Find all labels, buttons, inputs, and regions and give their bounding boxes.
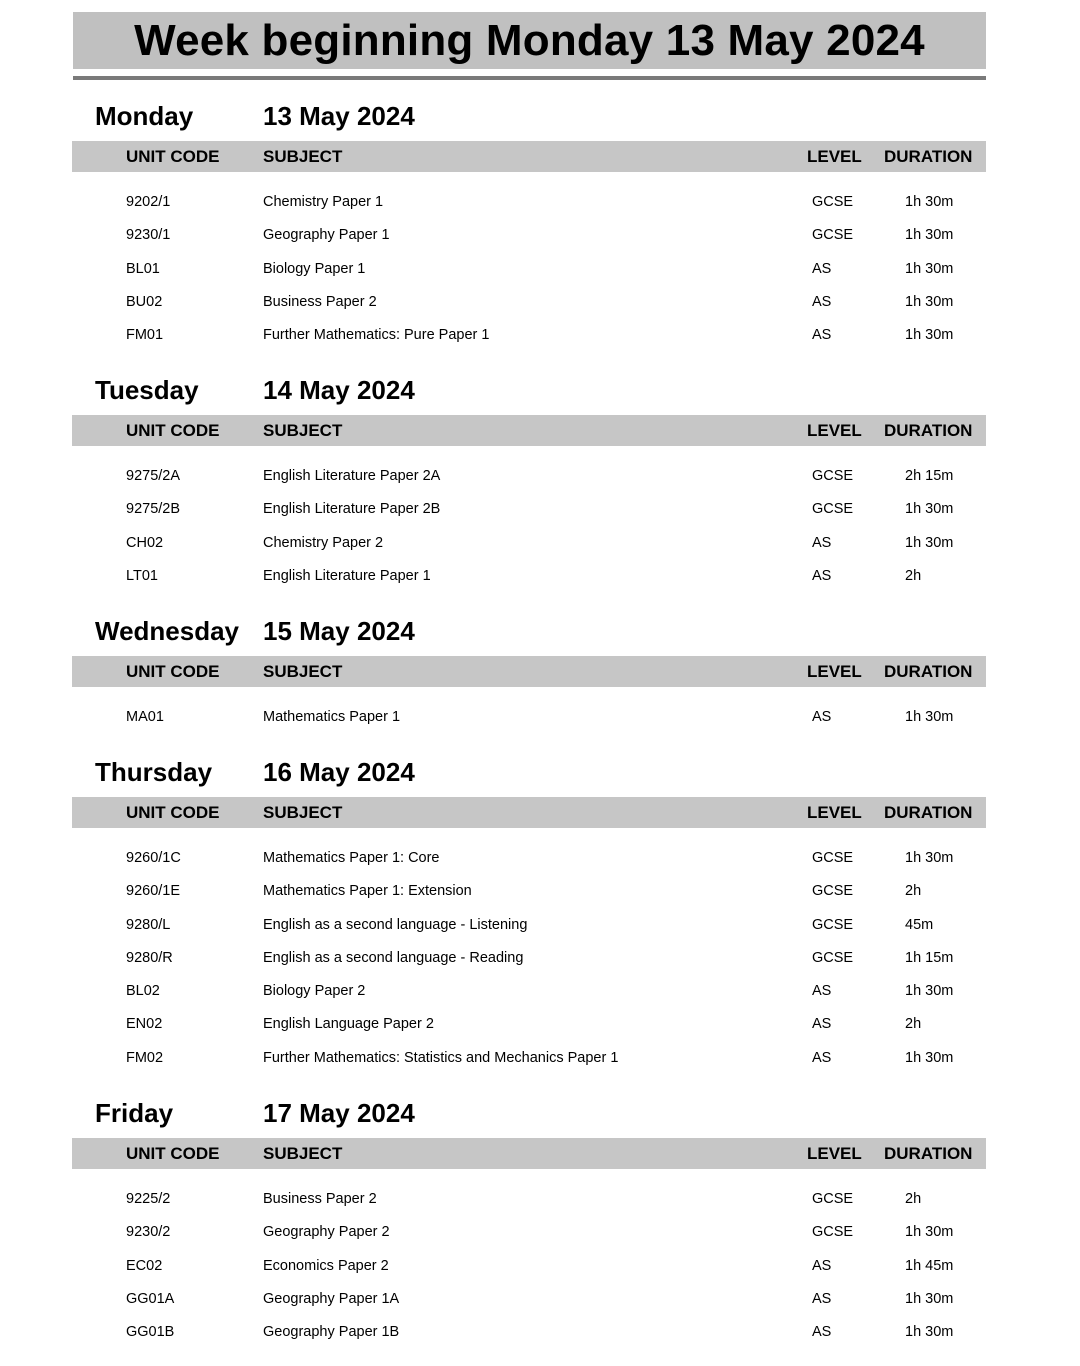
day-section-wednesday bbox=[0, 615, 1080, 734]
unit-code: 9260/1E bbox=[126, 883, 181, 900]
day-section-thursday bbox=[0, 756, 1080, 1075]
subject: Chemistry Paper 2 bbox=[263, 534, 384, 551]
subject: English as a second language - Listening bbox=[263, 916, 528, 933]
header-unit-code: UNIT CODE bbox=[126, 421, 220, 440]
level: GCSE bbox=[812, 501, 854, 518]
subject: Biology Paper 1 bbox=[263, 260, 366, 277]
day-date: 15 May 2024 bbox=[263, 616, 415, 646]
unit-code: 9280/L bbox=[126, 916, 171, 933]
level: AS bbox=[812, 534, 832, 551]
subject: English Literature Paper 2A bbox=[263, 468, 441, 484]
duration: 2h bbox=[905, 567, 922, 584]
subject: English Language Paper 2 bbox=[263, 1016, 434, 1033]
level: GCSE bbox=[812, 194, 854, 210]
level: GCSE bbox=[812, 949, 854, 966]
unit-code: 9230/2 bbox=[126, 1224, 171, 1241]
subject: Business Paper 2 bbox=[263, 293, 377, 310]
header-subject: SUBJECT bbox=[263, 1144, 343, 1163]
level: AS bbox=[812, 1324, 832, 1341]
day-name: Wednesday bbox=[95, 616, 240, 646]
unit-code: FM01 bbox=[126, 327, 164, 344]
table-row bbox=[0, 186, 1080, 219]
table-row bbox=[0, 253, 1080, 286]
table-row bbox=[0, 1316, 1080, 1349]
level: AS bbox=[812, 1257, 832, 1274]
duration: 2h bbox=[905, 1191, 922, 1207]
table-row bbox=[0, 1183, 1080, 1216]
subject: English as a second language - Reading bbox=[263, 949, 524, 966]
day-section-tuesday bbox=[0, 374, 1080, 593]
day-name: Friday bbox=[95, 1098, 174, 1128]
table-row bbox=[0, 909, 1080, 942]
unit-code: BL01 bbox=[126, 260, 160, 277]
unit-code: EN02 bbox=[126, 1016, 163, 1033]
header-duration: DURATION bbox=[884, 421, 973, 440]
table-row bbox=[0, 942, 1080, 975]
duration: 1h 30m bbox=[905, 1224, 954, 1241]
duration: 1h 30m bbox=[905, 534, 954, 551]
table-row bbox=[0, 319, 1080, 352]
header-unit-code: UNIT CODE bbox=[126, 1144, 220, 1163]
subject: Mathematics Paper 1: Core bbox=[263, 850, 440, 866]
table-row bbox=[0, 1283, 1080, 1316]
day-date: 17 May 2024 bbox=[263, 1098, 415, 1128]
level: AS bbox=[812, 567, 832, 584]
exam-list bbox=[0, 701, 1080, 734]
unit-code: 9260/1C bbox=[126, 850, 181, 866]
exam-list bbox=[0, 460, 1080, 593]
subject: Geography Paper 1A bbox=[263, 1290, 400, 1307]
duration: 1h 30m bbox=[905, 227, 954, 244]
unit-code: LT01 bbox=[126, 567, 158, 584]
duration: 1h 30m bbox=[905, 327, 954, 344]
level: GCSE bbox=[812, 1191, 854, 1207]
duration: 1h 30m bbox=[905, 850, 954, 866]
day-date: 13 May 2024 bbox=[263, 101, 415, 131]
level: GCSE bbox=[812, 1224, 854, 1241]
duration: 1h 30m bbox=[905, 260, 954, 277]
duration: 45m bbox=[905, 916, 934, 933]
column-header-bar bbox=[72, 415, 986, 446]
day-section-monday bbox=[0, 100, 1080, 352]
duration: 1h 30m bbox=[905, 1324, 954, 1341]
duration: 1h 45m bbox=[905, 1257, 954, 1274]
header-unit-code: UNIT CODE bbox=[126, 803, 220, 822]
day-heading bbox=[0, 100, 1080, 132]
level: AS bbox=[812, 1290, 832, 1307]
table-row bbox=[0, 1250, 1080, 1283]
unit-code: 9275/2B bbox=[126, 501, 181, 518]
exam-list bbox=[0, 842, 1080, 1075]
table-row bbox=[0, 842, 1080, 875]
duration: 1h 30m bbox=[905, 1049, 954, 1066]
subject: Chemistry Paper 1 bbox=[263, 194, 384, 210]
day-heading bbox=[0, 756, 1080, 788]
column-header-bar bbox=[72, 1138, 986, 1169]
unit-code: GG01A bbox=[126, 1290, 175, 1307]
level: AS bbox=[812, 983, 832, 1000]
duration: 1h 30m bbox=[905, 1290, 954, 1307]
level: GCSE bbox=[812, 916, 854, 933]
table-row bbox=[0, 493, 1080, 526]
day-name: Tuesday bbox=[95, 375, 199, 405]
subject: Mathematics Paper 1 bbox=[263, 709, 401, 725]
subject: Further Mathematics: Statistics and Mechanics Paper 1 bbox=[263, 1049, 619, 1066]
table-row bbox=[0, 560, 1080, 593]
header-duration: DURATION bbox=[884, 662, 973, 681]
level: AS bbox=[812, 709, 832, 725]
unit-code: GG01B bbox=[126, 1324, 175, 1341]
table-row bbox=[0, 460, 1080, 493]
header-subject: SUBJECT bbox=[263, 803, 343, 822]
day-name: Monday bbox=[95, 101, 194, 131]
subject: Business Paper 2 bbox=[263, 1191, 377, 1207]
header-level: LEVEL bbox=[807, 1144, 862, 1163]
day-section-friday bbox=[0, 1097, 1080, 1349]
table-row bbox=[0, 875, 1080, 908]
day-date: 16 May 2024 bbox=[263, 757, 415, 787]
table-row bbox=[0, 1008, 1080, 1041]
exam-list bbox=[0, 1183, 1080, 1349]
duration: 2h bbox=[905, 1016, 922, 1033]
level: AS bbox=[812, 1049, 832, 1066]
subject: English Literature Paper 2B bbox=[263, 501, 441, 518]
subject: Geography Paper 2 bbox=[263, 1224, 390, 1241]
column-header-bar bbox=[72, 797, 986, 828]
subject: Further Mathematics: Pure Paper 1 bbox=[263, 327, 490, 344]
duration: 1h 30m bbox=[905, 501, 954, 518]
header-subject: SUBJECT bbox=[263, 662, 343, 681]
level: AS bbox=[812, 327, 832, 344]
day-heading bbox=[0, 615, 1080, 647]
duration: 1h 15m bbox=[905, 949, 954, 966]
table-row bbox=[0, 701, 1080, 734]
duration: 2h bbox=[905, 883, 922, 900]
day-date: 14 May 2024 bbox=[263, 375, 415, 405]
subject: English Literature Paper 1 bbox=[263, 567, 431, 584]
table-row bbox=[0, 975, 1080, 1008]
day-heading bbox=[0, 1097, 1080, 1129]
unit-code: BL02 bbox=[126, 983, 160, 1000]
header-unit-code: UNIT CODE bbox=[126, 147, 220, 166]
unit-code: BU02 bbox=[126, 293, 163, 310]
unit-code: 9230/1 bbox=[126, 227, 171, 244]
table-row bbox=[0, 1042, 1080, 1075]
subject: Geography Paper 1 bbox=[263, 227, 390, 244]
duration: 1h 30m bbox=[905, 709, 954, 725]
header-level: LEVEL bbox=[807, 147, 862, 166]
unit-code: CH02 bbox=[126, 534, 164, 551]
header-subject: SUBJECT bbox=[263, 421, 343, 440]
subject: Biology Paper 2 bbox=[263, 983, 366, 1000]
column-header-bar bbox=[72, 141, 986, 172]
header-level: LEVEL bbox=[807, 662, 862, 681]
header-unit-code: UNIT CODE bbox=[126, 662, 220, 681]
unit-code: FM02 bbox=[126, 1049, 164, 1066]
unit-code: 9280/R bbox=[126, 949, 173, 966]
day-heading bbox=[0, 374, 1080, 406]
table-row bbox=[0, 527, 1080, 560]
column-header-bar bbox=[72, 656, 986, 687]
page-title: Week beginning Monday 13 May 2024 bbox=[134, 15, 925, 65]
table-row bbox=[0, 219, 1080, 252]
duration: 2h 15m bbox=[905, 468, 954, 484]
subject: Economics Paper 2 bbox=[263, 1257, 389, 1274]
subject: Geography Paper 1B bbox=[263, 1324, 400, 1341]
title-divider bbox=[73, 76, 986, 80]
level: AS bbox=[812, 260, 832, 277]
unit-code: EC02 bbox=[126, 1257, 163, 1274]
header-duration: DURATION bbox=[884, 147, 973, 166]
header-subject: SUBJECT bbox=[263, 147, 343, 166]
duration: 1h 30m bbox=[905, 293, 954, 310]
subject: Mathematics Paper 1: Extension bbox=[263, 883, 472, 900]
level: AS bbox=[812, 293, 832, 310]
duration: 1h 30m bbox=[905, 194, 954, 210]
table-row bbox=[0, 286, 1080, 319]
unit-code: 9225/2 bbox=[126, 1191, 171, 1207]
day-name: Thursday bbox=[95, 757, 213, 787]
table-row bbox=[0, 1216, 1080, 1249]
unit-code: 9275/2A bbox=[126, 468, 181, 484]
header-level: LEVEL bbox=[807, 803, 862, 822]
duration: 1h 30m bbox=[905, 983, 954, 1000]
level: AS bbox=[812, 1016, 832, 1033]
header-duration: DURATION bbox=[884, 803, 973, 822]
exam-list bbox=[0, 186, 1080, 352]
unit-code: 9202/1 bbox=[126, 194, 171, 210]
header-duration: DURATION bbox=[884, 1144, 973, 1163]
page-title-banner bbox=[73, 12, 986, 69]
level: GCSE bbox=[812, 227, 854, 244]
header-level: LEVEL bbox=[807, 421, 862, 440]
level: GCSE bbox=[812, 883, 854, 900]
level: GCSE bbox=[812, 468, 854, 484]
unit-code: MA01 bbox=[126, 709, 164, 725]
level: GCSE bbox=[812, 850, 854, 866]
